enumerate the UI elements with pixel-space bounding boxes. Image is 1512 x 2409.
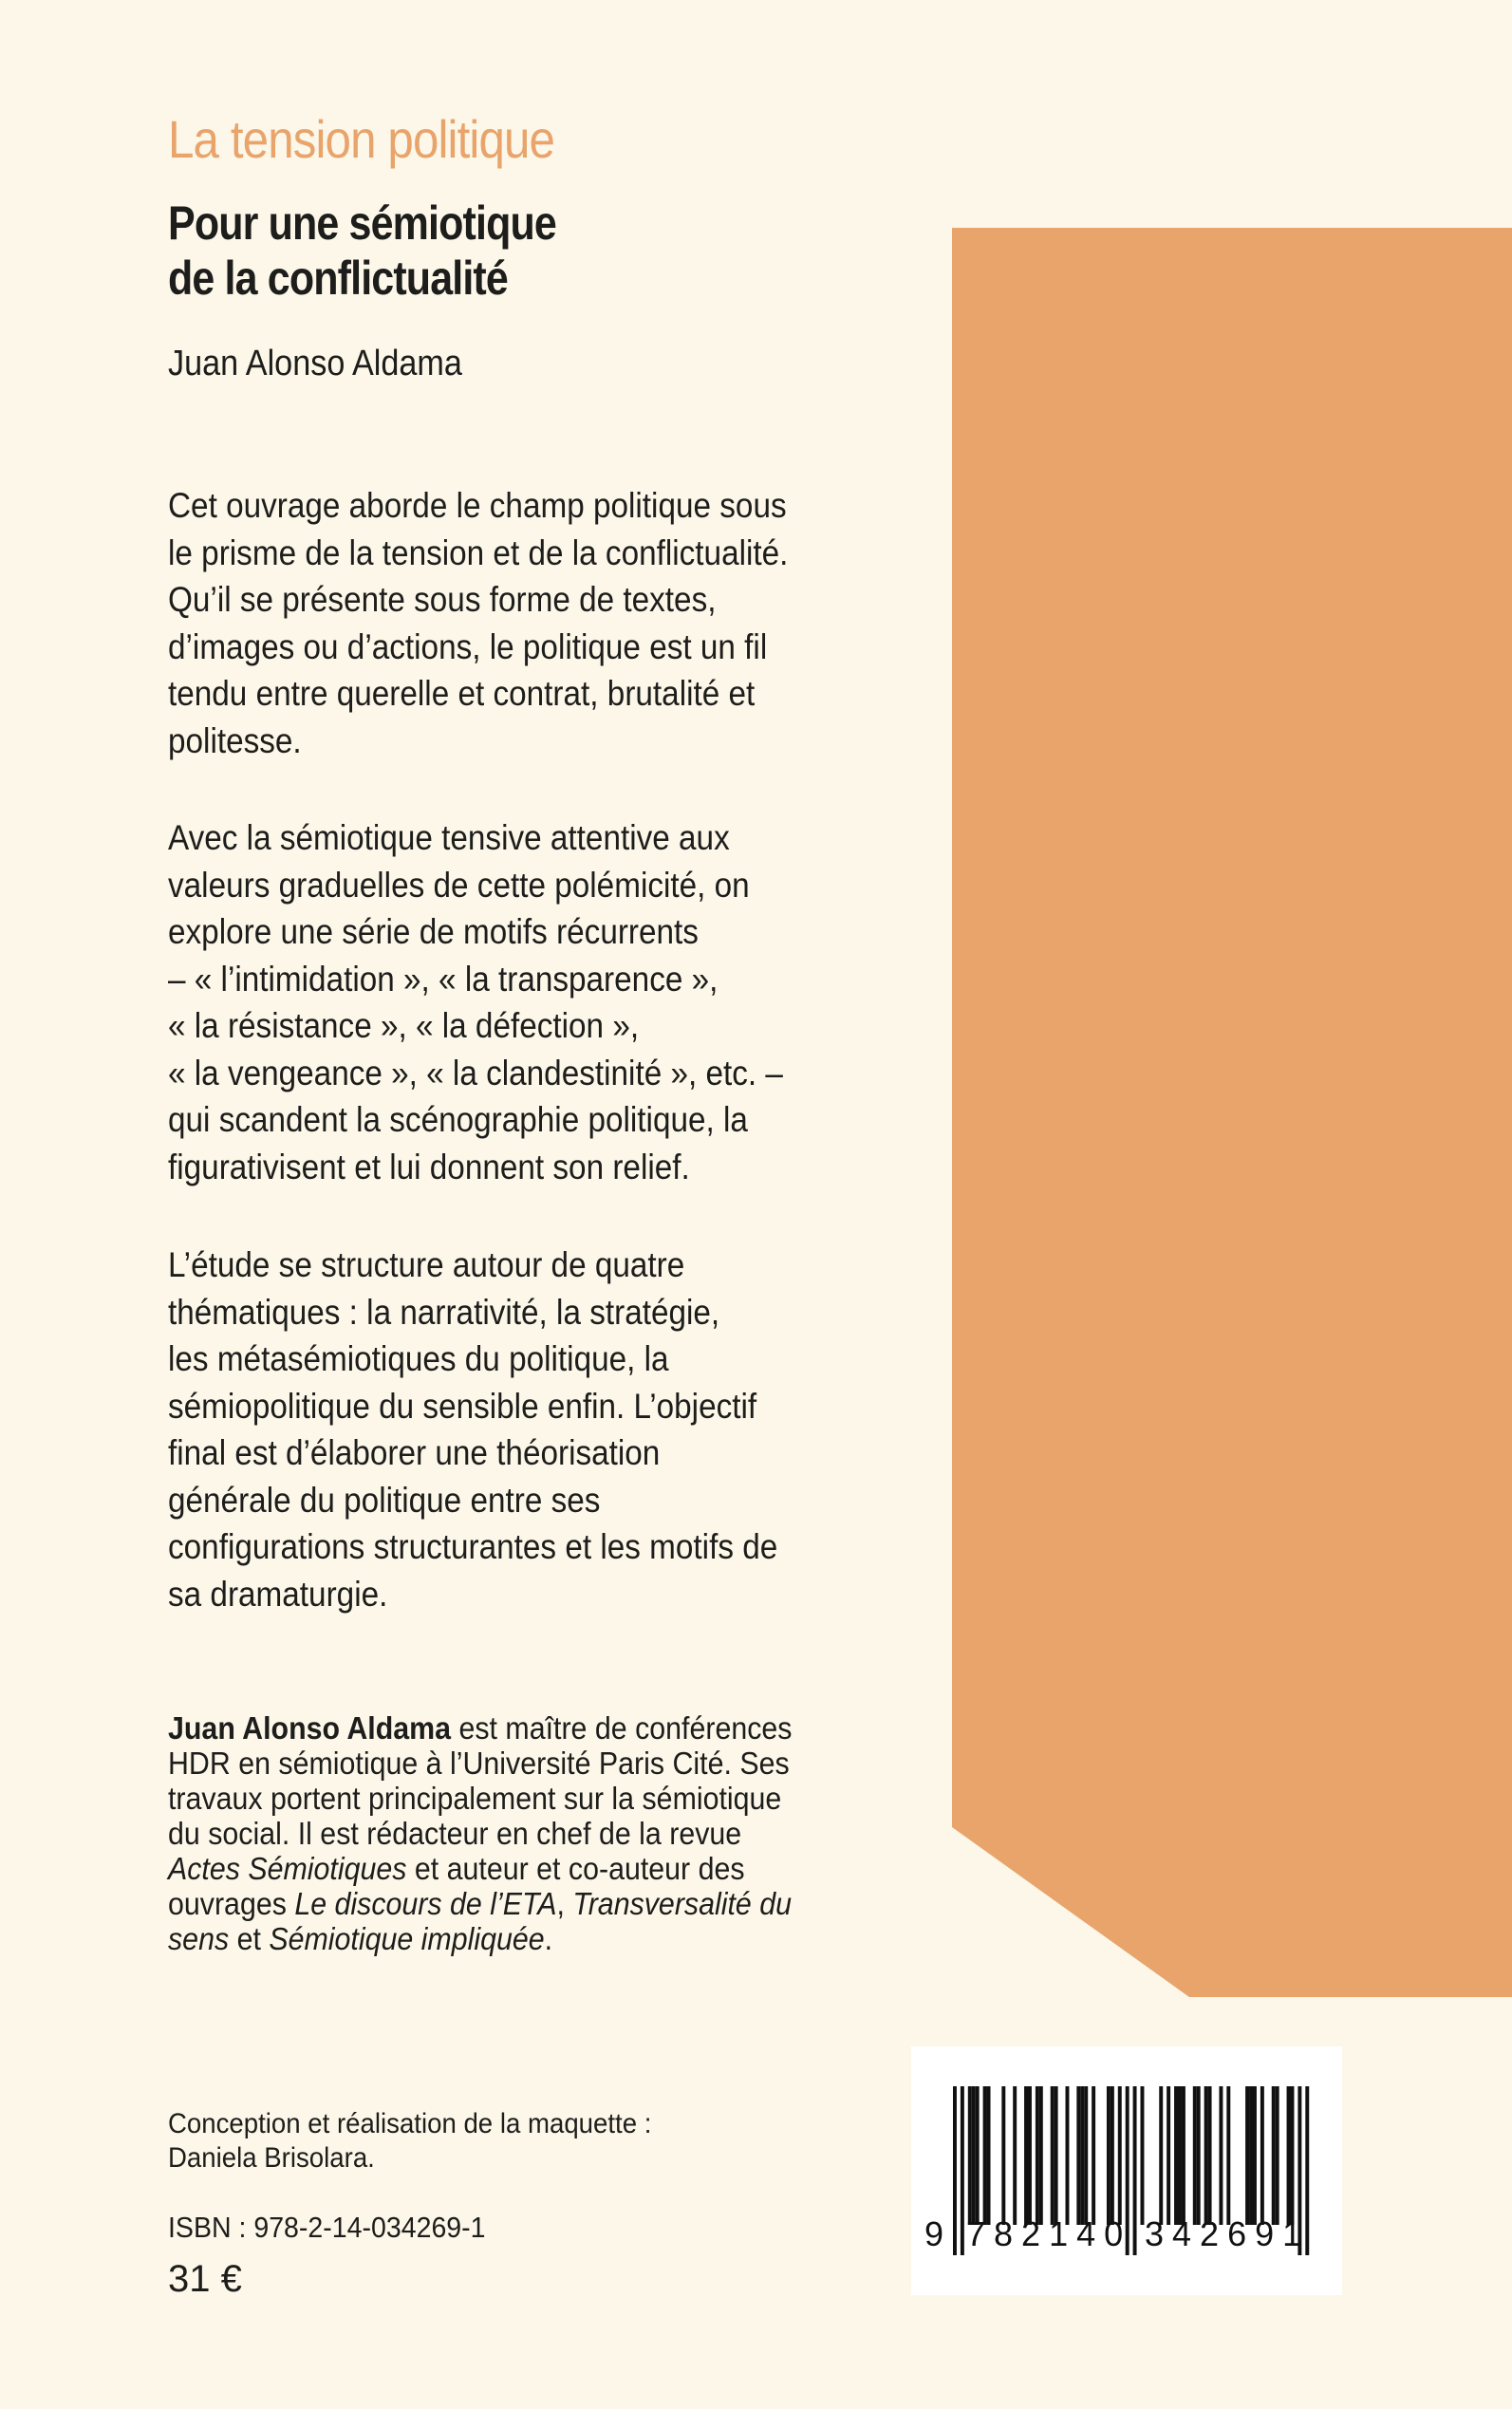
blurb-line: Qu’il se présente sous forme de textes,	[168, 580, 717, 619]
barcode-digit-first: 9	[924, 2214, 944, 2253]
book-subtitle	[168, 196, 556, 306]
barcode-bar	[1253, 2086, 1257, 2225]
blurb-paragraph-3	[168, 1242, 817, 1617]
bio-text: ,	[556, 1886, 573, 1921]
barcode-bar	[953, 2086, 957, 2255]
credit-line: Daniela Brisolara.	[168, 2142, 375, 2174]
blurb-line: valeurs graduelles de cette polémicité, on	[168, 865, 750, 905]
blurb-line: sa dramaturgie.	[168, 1574, 388, 1614]
barcode-bar	[1276, 2086, 1279, 2225]
barcode-bar	[1245, 2086, 1249, 2225]
barcode-bar	[1107, 2086, 1111, 2225]
blurb-line: configurations structurantes et les motifs de	[168, 1527, 778, 1566]
bio-author-name: Juan Alonso Aldama	[168, 1710, 452, 1746]
blurb-line: Cet ouvrage aborde le champ politique sous	[168, 486, 787, 525]
book-title-3: Sémiotique impliquée	[269, 1921, 545, 1956]
book-title-1: Le discours de l’ETA	[294, 1886, 557, 1921]
barcode-bar	[1287, 2086, 1291, 2225]
barcode-bar	[1076, 2086, 1080, 2225]
journal-title: Actes Sémiotiques	[168, 1851, 407, 1886]
bio-line: travaux portent principalement sur la sémiotique	[168, 1781, 782, 1816]
subtitle-line-1: Pour une sémiotique	[168, 196, 556, 250]
barcode-bar	[1066, 2086, 1070, 2225]
barcode-bar	[1055, 2086, 1058, 2225]
blurb-line: « la vengeance », « la clandestinité », etc. –	[168, 1053, 783, 1092]
barcode-bar	[1028, 2086, 1032, 2225]
barcode-bar	[1272, 2086, 1276, 2225]
blurb-line: le prisme de la tension et de la conflictualité.	[168, 532, 789, 572]
barcode-bar	[1118, 2086, 1122, 2225]
bio-text: .	[544, 1921, 553, 1956]
barcode-bar	[1208, 2086, 1212, 2225]
barcode-digits-left: 782140	[966, 2214, 1132, 2253]
blurb-line: générale du politique entre ses	[168, 1480, 601, 1520]
bio-text: est maître de conférences	[451, 1710, 793, 1746]
barcode-bar	[1193, 2086, 1197, 2225]
barcode-bar	[1226, 2086, 1230, 2225]
barcode-bar	[961, 2086, 964, 2255]
blurb-line: Avec la sémiotique tensive attentive aux	[168, 818, 730, 857]
blurb-line: figurativisent et lui donnent son relief.	[168, 1147, 690, 1186]
bio-text: ouvrages	[168, 1886, 295, 1921]
blurb-line: tendu entre querelle et contrat, brutalité et	[168, 674, 756, 713]
book-title-2-cont: sens	[168, 1921, 230, 1956]
barcode-bar	[1039, 2086, 1043, 2225]
blurb-paragraph-1	[168, 482, 817, 764]
credit-line: Conception et réalisation de la maquette :	[168, 2108, 652, 2139]
barcode-bar	[983, 2086, 987, 2225]
book-title: La tension politique	[168, 109, 555, 169]
bio-text: et auteur et co-auteur des	[406, 1851, 745, 1886]
barcode-bar	[1159, 2086, 1163, 2225]
barcode-bar	[1084, 2086, 1088, 2225]
orange-panel	[952, 228, 1512, 1997]
blurb-line: L’étude se structure autour de quatre	[168, 1245, 685, 1284]
barcode-bar	[1133, 2086, 1137, 2255]
bio-text: et	[229, 1921, 270, 1956]
barcode-bar	[972, 2086, 976, 2225]
barcode-bars	[911, 2046, 1342, 2295]
blurb-line: les métasémiotiques du politique, la	[168, 1339, 669, 1378]
barcode	[911, 2046, 1342, 2295]
barcode-bar	[1092, 2086, 1095, 2225]
barcode-bar	[1249, 2086, 1253, 2225]
barcode-bar	[1080, 2086, 1084, 2225]
barcode-bar	[1178, 2086, 1182, 2225]
blurb-paragraph-2	[168, 814, 817, 1190]
book-title-2: Transversalité du	[572, 1886, 793, 1921]
blurb-line: final est d’élaborer une théorisation	[168, 1433, 661, 1472]
design-credit	[168, 2107, 651, 2176]
bio-line	[168, 1710, 814, 1746]
barcode-bar	[1001, 2086, 1005, 2225]
barcode-bar	[1182, 2086, 1185, 2225]
barcode-bar	[1013, 2086, 1017, 2225]
barcode-bar	[1141, 2086, 1145, 2225]
barcode-digits-right: 342691	[1145, 2214, 1311, 2253]
barcode-bar	[1291, 2086, 1295, 2225]
bio-line	[168, 1921, 814, 1956]
bio-line: HDR en sémiotique à l’Université Paris Cité. Ses	[168, 1746, 790, 1781]
barcode-bar	[976, 2086, 980, 2225]
subtitle-line-2: de la conflictualité	[168, 252, 508, 305]
barcode-bar	[1197, 2086, 1201, 2225]
blurb-line: d’images ou d’actions, le politique est un fil	[168, 626, 768, 666]
price-text: 31 €	[168, 2258, 242, 2300]
bio-line	[168, 1851, 814, 1886]
blurb-line: explore une série de motifs récurrents	[168, 912, 699, 951]
blurb-line: – « l’intimidation », « la transparence »,	[168, 959, 719, 999]
barcode-bar	[968, 2086, 972, 2225]
barcode-bar	[1174, 2086, 1178, 2225]
bio-line: du social. Il est rédacteur en chef de la revue	[168, 1816, 742, 1851]
barcode-bar	[1219, 2086, 1223, 2225]
author-bio	[168, 1710, 814, 1956]
blurb-line: thématiques : la narrativité, la stratégie,	[168, 1292, 720, 1332]
barcode-bar	[987, 2086, 991, 2225]
blurb-line: politesse.	[168, 720, 302, 760]
author-name: Juan Alonso Aldama	[168, 344, 462, 383]
barcode-bar	[1204, 2086, 1208, 2225]
blurb-line: sémiopolitique du sensible enfin. L’objectif	[168, 1386, 757, 1426]
barcode-bar	[1036, 2086, 1039, 2225]
blurb-line: « la résistance », « la défection »,	[168, 1006, 640, 1045]
bio-line	[168, 1886, 814, 1921]
barcode-bar	[1167, 2086, 1170, 2225]
isbn-text: ISBN : 978-2-14-034269-1	[168, 2211, 486, 2244]
barcode-bar	[1051, 2086, 1055, 2225]
barcode-bar	[1024, 2086, 1028, 2225]
barcode-bar	[1111, 2086, 1114, 2225]
barcode-bar	[1260, 2086, 1264, 2225]
blurb-line: qui scandent la scénographie politique, la	[168, 1100, 748, 1139]
